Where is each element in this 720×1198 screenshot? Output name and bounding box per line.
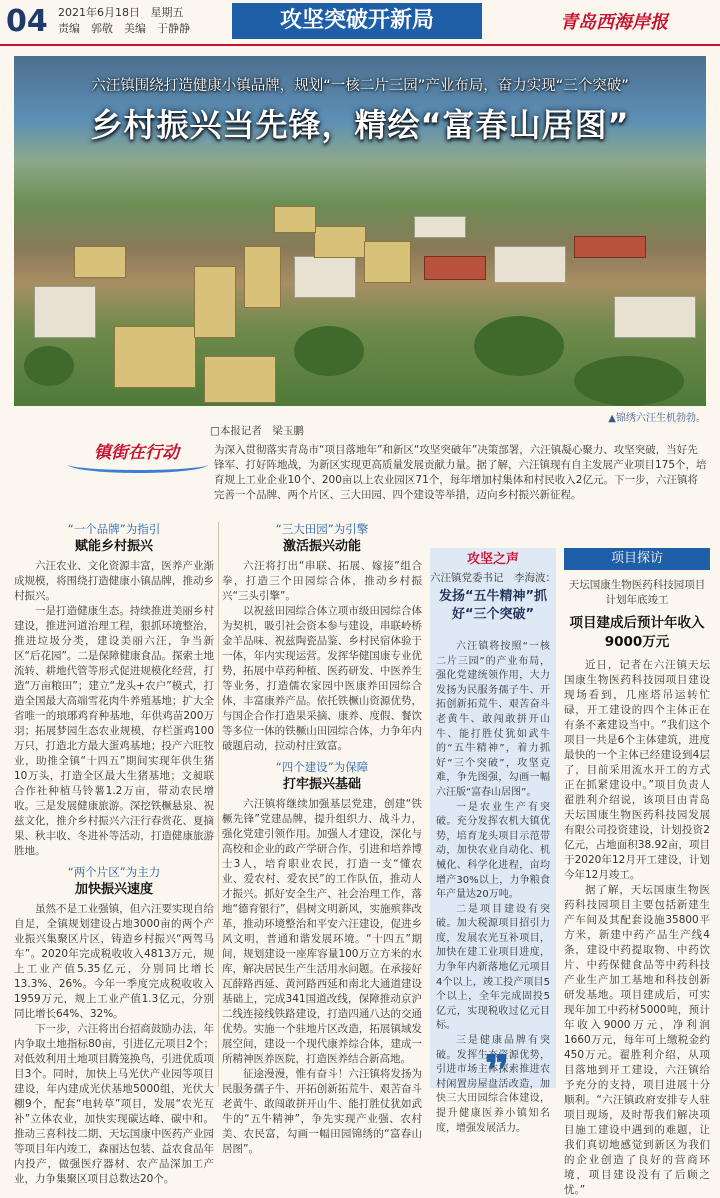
paragraph: 六汪镇将继续加强基层党建，创建“铁橛先锋”党建品牌，提升组织力、战斗力，强化党建引领作用。加强人才建设，深化与高校和企业的政产学研合作，引进和培养博士3人，培育职业农民，打造一支“懂农业、爱农村、爱农民”的工作队伍，推动人才振兴。抓好安全生产、社会治理工作，落地“德育银行”，倡树文明新风，实施殡葬改革，推动环境整治和平安六汪建设，促进乡风文明，普通和谐发展环境。“十四五”期间，规划建设一座库容量100万立方米的水库，解决居民生产生活用水问题。在承接好瓦薛路西延、黄河路西延和南北大通道建设基础上，完成341国道改线，保障推动京沪二线连接线铁路建设，打造四通八达的交通优势。实施一个驻地片区改造，拓展镇域发展空间，建设一个现代康养综合体，建成一所精神医养医院，打造医养结合新高地。 [222, 798, 422, 1065]
subhead: 赋能乡村振兴 [74, 539, 153, 554]
subhead-tag: “三大田园”为引擎 [275, 522, 369, 536]
photo-caption: ▲锦绣六汪生机勃勃。 [608, 413, 706, 424]
paragraph: 近日，记者在六汪镇天坛国康生物医药科技园项目建设现场看到，几座塔吊运转忙碌，开工建设的四个主体正在有条不紊建设当中。“我们这个项目一共是6个主体建筑，进度最快的一个主体已经建设到4层了，目前采用流水开工的方式正在抓紧建设中。”项目负责人翟胜利介绍说，该项目由青岛天坛国康生物医药科技园发展有限公司投资建设，计划投资2亿元，占地面积38.92亩，项目于2020年12月开工建设，计划今年12月竣工。 [564, 659, 710, 881]
quote-title: 发扬“五牛精神”抓好“三个突破” [438, 589, 548, 622]
column-banner: 攻坚突破开新局 [232, 3, 482, 39]
editor-credits: 责编 郭敬 美编 于静静 [58, 22, 190, 35]
column-divider [218, 522, 219, 1087]
section-slogan [68, 436, 208, 472]
slogan-text: 镇街在行动 [94, 443, 179, 463]
quote-box [430, 548, 556, 1134]
paragraph: 据了解，天坛国康生物医药科技园项目主要包括新建生产车间及其配套设施35800平方米，新建中药产品生产线4条，建设中药提取物、中药饮片、中药保健食品等中药科技产业生产加工基地和科技创新研发基地。项目建成后，可实现年加工中药材5000吨，预计年收入9000万元，净利润1660万元，每年可上缴税金约450万元。翟胜利介绍，从项目落地到开工建设，六汪镇给予充分的支持，项目进展十分顺利。“六汪镇政府安排专人驻项目现场，及时帮我们解决项目施工建设中遇到的难题，让我们真切地感觉到新区为我们的企业创造了良好的营商环境，项目建设没有了后顾之忧。” [564, 884, 710, 1196]
paragraph: 二是项目建设有突破。加大税源项目招引力度，发展农光互补项目，加快在建工业项目进度，力争年内新落地亿元项目4个以上，竣工投产项目5个以上，全年完成固投5亿元，实现税收过亿元目标。 [436, 903, 550, 1032]
project-body [564, 658, 710, 1198]
subhead-tag: “四个建设”为保障 [275, 760, 369, 774]
lead-paragraph: 为深入贯彻落实青岛市“项目落地年”和新区“攻坚突破年”决策部署，六汪镇凝心聚力、攻坚突破，当好先锋军、打好阵地战，为新区实现更高质量发展贡献力量。据了解，六汪镇现有自主发展产业项目175个，培育规上工业企业10个、200亩以上农业园区71个，每年增加村集体和村民收入2亿元。下一步，六汪镇将完善一个品牌、两个片区、三大田园、四个建设等举措，迈向乡村振兴新征程。 [214, 444, 707, 501]
newspaper-logo: 青岛西海岸报 [560, 12, 668, 33]
paragraph: 六汪农业、文化资源丰富，医养产业渐成规模，将围绕打造健康小镇品牌，推动乡村振兴。 [14, 560, 214, 602]
paragraph: 下一步，六汪将出台招商鼓励办法，年内争取土地指标80亩，引进亿元项目2个；对低效利用土地项目腾笼换鸟，引进优质项目3个。同时，加快上马光伏产业园等项目建设，年内建成光伏基地5000组，光伏大棚9个，配套“电转草”项目，发展“农光互补”立体农业，加快实现碳达峰、碳中和。推动三喜科技二期、天坛国康中医药产业园等项目年内竣工，森丽达包装、益农食品年内投产，做强医疗器材、农产品深加工产业，力争集聚区项目总数达20个。 [14, 1023, 214, 1185]
paragraph: 一是农业生产有突破。充分发挥农机大镇优势，培育龙头项目示范带动，加快农业自动化、机械化、科学化进程，亩均增产30%以上，力争粮食年产量达20万吨。 [436, 801, 550, 901]
page-number: 04 [6, 4, 48, 39]
hero-title: 乡村振兴当先锋，精绘“富春山居图” [90, 106, 630, 144]
issue-meta [58, 5, 190, 37]
paragraph: 一是打造健康生态。持续推进美丽乡村建设，推进河道治理工程，狠抓环境整治，推进垃圾分类，建设美丽六汪，争当新区“后花园”。二是保障健康食品。探索土地流转、耕地代管等形式促进规模化经营，打造“万亩粮田”；建立“龙头+农户”模式，打造全国最大高端雪花肉牛养殖基地；扩大全省唯一的琅琊鸡育种基地，年供鸡苗200万羽；拓展梦园生态农业规模，存栏蛋鸡100万只，打造北方最大蛋鸡基地；投产六旺牧业，助推全镇“十四五”期间实现年供生猪10万头，打造全区最大生猪基地；文昶联合作社种植马铃薯1.2万亩，带动农民增收。三是发展健康旅游。深挖铁橛悬泉、祝兹文化，推介乡村振兴六汪行春赏花、夏摘果、秋丰收、冬进补等活动，打造健康旅游胜地。 [14, 605, 214, 857]
article-column-1 [14, 522, 214, 1187]
project-tag: 项目探访 [564, 548, 710, 570]
paragraph: 六汪将打出“串联、拓展、嫁接”组合拳，打造三个田园综合体，推动乡村振兴“三头引擎”。 [222, 560, 422, 602]
article-column-2 [222, 522, 422, 1157]
paragraph: 虽然不是工业强镇，但六汪要实现自给自足，全镇规划建设占地3000亩的两个产业振兴集聚区片区，铸造乡村振兴“两驾马车”。2020年完成税收收入4813万元，规上工业产值5.35亿元，分别同比增长13.3%、26%。今年一季度完成税收收入1959万元，规上工业产值1.3亿元，分别同比增长64%、32%。 [14, 903, 214, 1020]
byline: □本报记者 梁玉鹏 [210, 425, 304, 437]
subhead: 加快振兴速度 [74, 882, 153, 897]
project-title: 项目建成后预计年收入9000万元 [569, 615, 705, 650]
paragraph: 三是健康品牌有突破。发挥生态资源优势，引进市场主体探索推进农村闲置房屋盘活改造，加快三大田园综合体建设，提升健康医养小镇知名度，增强发展活力。 [436, 1035, 550, 1134]
subhead: 激活振兴动能 [282, 539, 361, 554]
quote-mark-icon: ❞ [484, 1046, 510, 1097]
quote-speaker: 六汪镇党委书记 李海波： [430, 572, 556, 584]
quote-box-head: 攻坚之声 [466, 552, 519, 567]
hero-kicker: 六汪镇围绕打造健康小镇品牌，规划“一核二片三园”产业布局，奋力实现“三个突破” [91, 78, 629, 94]
subhead: 打牢振兴基础 [282, 777, 361, 792]
subhead-tag: “两个片区”为主力 [67, 865, 161, 879]
project-subtitle: 天坛国康生物医药科技园项目计划年底竣工 [568, 579, 706, 606]
paragraph: 六汪镇将按照“一核二片三园”的产业布局，强化党建统领作用，大力发扬为民服务孺子牛、开拓创新拓荒牛、艰苦奋斗老黄牛、敢闯敢拼开山牛、能打胜仗犹如武牛的“五牛精神”，着力抓好“三个突破”，攻坚克难，争先图强，勾画一幅六汪版“富春山居图”。 [436, 641, 550, 798]
paragraph: 以祝兹田园综合体立项市级田园综合体为契机，吸引社会资本参与建设，串联岭桥金羊品味、祝兹陶瓷品鉴、乡村民宿体验于一体，年内实现运营。发挥华健国康专业优势，拓展中草药种植、医药研发、中医养生等业务，打造儒农家园中医康养田园综合体，丰富康养产品。依托铁橛山资源优势，与国企合作打造果采摘、康养、度假、餐饮等多位一体的铁橛山田园综合体，力争年内破题启动，拉动村庄致富。 [222, 605, 422, 752]
subhead-tag: “一个品牌”为指引 [67, 522, 161, 536]
issue-date: 2021年6月18日 [58, 6, 140, 19]
page-header [0, 0, 720, 46]
project-sidebar [564, 548, 710, 1198]
paragraph: 征途漫漫，惟有奋斗！六汪镇将发扬为民服务孺子牛、开拓创新拓荒牛、艰苦奋斗老黄牛、敢闯敢拼开山牛、能打胜仗犹如武牛的“五牛精神”，争先实现产业强、农村美、农民富，勾画一幅田园锦绣的“富春山居图”。 [222, 1068, 422, 1155]
issue-weekday: 星期五 [150, 6, 184, 19]
